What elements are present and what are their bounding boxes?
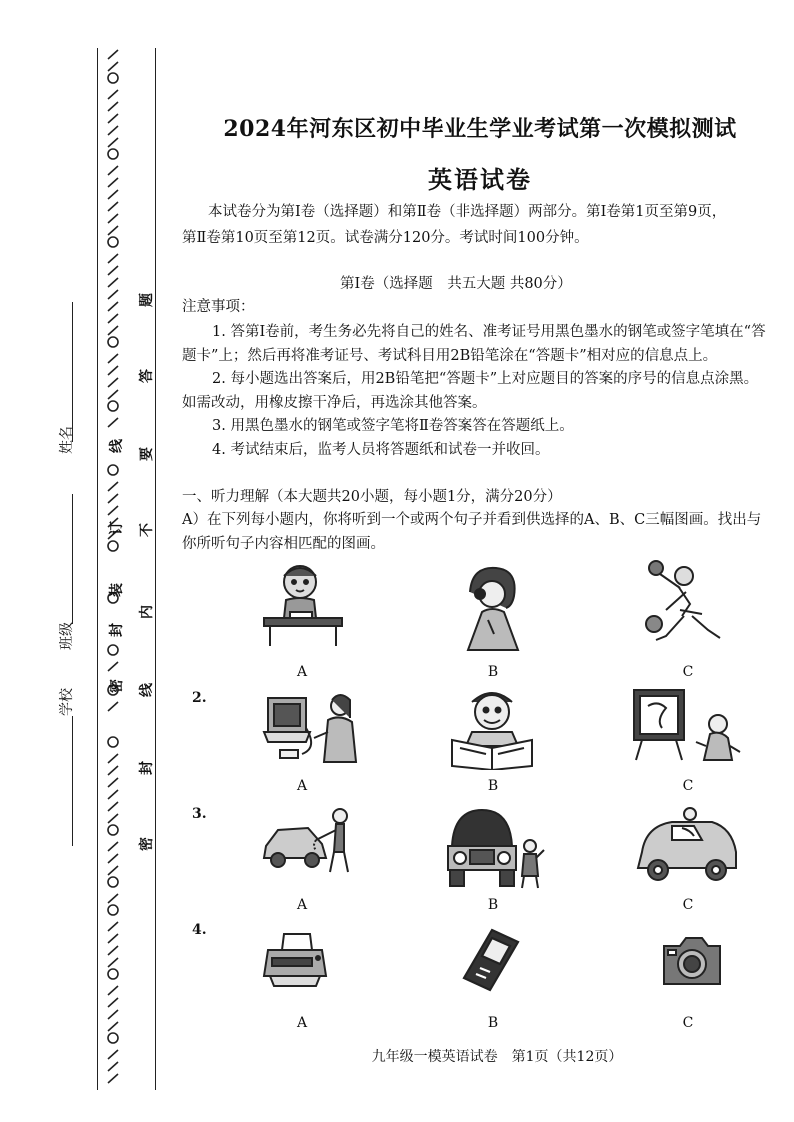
inner-word-1: 密 [139, 837, 155, 851]
binding-circle [108, 1033, 118, 1043]
q4-number: 4. [192, 922, 207, 938]
inner-word-5: 不 [139, 523, 155, 537]
binding-slash [108, 1074, 118, 1083]
binding-circle [108, 825, 118, 835]
exam-title: 2024年河东区初中毕业生学业考试第一次模拟测试 [223, 116, 737, 142]
binding-circle [108, 337, 118, 347]
binding-slash [108, 202, 118, 211]
binding-slash [108, 778, 118, 787]
seal-word-zhuang: 装 [109, 583, 125, 597]
inner-word-2: 封 [139, 761, 155, 775]
binding-slash [108, 114, 118, 123]
binding-circle [108, 401, 118, 411]
binding-slash [108, 226, 118, 235]
binding-slash [108, 190, 118, 199]
binding-slash [108, 922, 118, 931]
baby-watching-tv-icon[interactable] [632, 686, 744, 772]
note-1a: 1. 答第Ⅰ卷前，考生务必先将自己的姓名、准考证号用黑色墨水的钢笔或签字笔填在“答 [212, 324, 766, 340]
binding-slash [108, 802, 118, 811]
binding-slash [108, 1022, 118, 1031]
binding-slash [108, 662, 118, 671]
binding-circle [108, 465, 118, 475]
exam-subtitle: 英语试卷 [428, 165, 532, 194]
binding-slash [108, 290, 118, 299]
name-blank-line[interactable] [72, 302, 73, 442]
woman-with-computer-icon[interactable] [262, 688, 362, 768]
seal-word-xian: 线 [109, 439, 125, 453]
intro-line-2: 第Ⅱ卷第10页至第12页。试卷满分120分。考试时间100分钟。 [182, 230, 589, 246]
binding-slash [108, 378, 118, 387]
binding-slash [108, 62, 118, 71]
binding-slash [108, 326, 118, 335]
school-blank-line[interactable] [72, 716, 73, 846]
binding-circle [108, 73, 118, 83]
binding-slash [108, 214, 118, 223]
boy-reading-book-icon[interactable] [446, 684, 538, 770]
man-washing-car-icon[interactable] [260, 806, 360, 876]
binding-slash [108, 266, 118, 275]
inner-word-3: 线 [139, 683, 155, 697]
binding-slash [108, 418, 118, 427]
boy-playing-ball-icon[interactable] [636, 558, 726, 648]
section1-heading: 一、听力理解（本大题共20小题，每小题1分，满分20分） [182, 489, 562, 505]
note-1b: 题卡”上；然后再将准考证号、考试科目用2B铅笔涂在“答题卡”相对应的信息点上。 [182, 348, 718, 364]
q2-option-b: B [487, 778, 499, 794]
note-3: 3. 用黑色墨水的钢笔或签字笔将Ⅱ卷答案答在答题纸上。 [212, 418, 574, 434]
binding-slash [108, 138, 118, 147]
q2-number: 2. [192, 690, 207, 706]
mechanic-fixing-car-icon[interactable] [442, 806, 546, 890]
binding-circle [108, 969, 118, 979]
binding-slash [108, 366, 118, 375]
class-blank-line[interactable] [72, 494, 73, 624]
binding-slash [108, 50, 118, 59]
q4-option-a: A [296, 1015, 308, 1031]
q2-option-c: C [682, 778, 694, 794]
notes-title: 注意事项： [182, 299, 255, 315]
binding-slash [108, 254, 118, 263]
binding-slash [108, 302, 118, 311]
binding-slash [108, 278, 118, 287]
binding-slash [108, 126, 118, 135]
binding-slash [108, 986, 118, 995]
camera-icon[interactable] [660, 934, 724, 988]
binding-slash [108, 314, 118, 323]
binding-slash [108, 494, 118, 503]
q3-option-c: C [682, 897, 694, 913]
q1-option-b: B [487, 664, 499, 680]
q3-option-b: B [487, 897, 499, 913]
binding-slash [108, 1010, 118, 1019]
inner-word-7: 答 [139, 369, 155, 383]
binding-circle [108, 877, 118, 887]
section1-instr-2: 你所听句子内容相匹配的图画。 [182, 536, 385, 552]
q1-option-c: C [682, 664, 694, 680]
q4-option-b: B [487, 1015, 499, 1031]
class-label: 班级 [59, 622, 75, 650]
q1-option-a: A [296, 664, 308, 680]
intro-line-1: 本试卷分为第Ⅰ卷（选择题）和第Ⅱ卷（非选择题）两部分。第Ⅰ卷第1页至第9页， [208, 204, 727, 220]
binding-line-left [97, 48, 98, 1090]
binding-slash [108, 854, 118, 863]
binding-slash [108, 354, 118, 363]
q2-option-a: A [296, 778, 308, 794]
inner-word-8: 题 [139, 293, 155, 307]
binding-slash [108, 482, 118, 491]
binding-slash [108, 390, 118, 399]
printer-icon[interactable] [262, 930, 328, 990]
binding-slash [108, 946, 118, 955]
binding-slash [108, 958, 118, 967]
girl-listening-icon[interactable] [452, 562, 532, 652]
binding-slash [108, 866, 118, 875]
binding-slash [108, 102, 118, 111]
binding-circle [108, 737, 118, 747]
binding-slash [108, 166, 118, 175]
binding-slash [108, 842, 118, 851]
binding-slash [108, 754, 118, 763]
school-label: 学校 [59, 688, 75, 716]
binding-slash [108, 814, 118, 823]
binding-circle [108, 541, 118, 551]
binding-slash [108, 506, 118, 515]
binding-slash [108, 90, 118, 99]
binding-slash [108, 702, 118, 711]
note-2a: 2. 每小题选出答案后，用2B铅笔把“答题卡”上对应题目的答案的序号的信息点涂黑。 [212, 371, 759, 387]
binding-slash [108, 894, 118, 903]
binding-slash [108, 178, 118, 187]
q4-option-c: C [682, 1015, 694, 1031]
binding-circle [108, 149, 118, 159]
binding-circle [108, 905, 118, 915]
binding-slash [108, 934, 118, 943]
q3-number: 3. [192, 806, 207, 822]
note-4: 4. 考试结束后，监考人员将答题纸和试卷一并收回。 [212, 442, 550, 458]
binding-slash [108, 790, 118, 799]
q3-option-a: A [296, 897, 308, 913]
binding-slash [108, 998, 118, 1007]
mobile-phone-icon[interactable] [462, 928, 520, 992]
part1-heading: 第Ⅰ卷（选择题 共五大题 共80分） [340, 276, 572, 292]
section1-instr-1: A）在下列每小题内，你将听到一个或两个句子并看到供选择的A、B、C三幅图画。找出与 [182, 512, 762, 528]
girl-at-desk-icon[interactable] [256, 560, 348, 648]
page-footer: 九年级一模英语试卷 第1页（共12页） [371, 1049, 623, 1065]
note-2b: 如需改动，用橡皮擦干净后，再选涂其他答案。 [182, 395, 487, 411]
binding-circle [108, 237, 118, 247]
name-label: 姓名 [59, 426, 75, 454]
man-driving-car-icon[interactable] [632, 806, 740, 886]
seal-word-ding: 订 [109, 521, 125, 535]
binding-line-right [155, 48, 156, 1090]
seal-word-mi: 密 [109, 679, 125, 693]
inner-word-4: 内 [139, 605, 155, 619]
seal-word-feng: 封 [109, 623, 125, 637]
binding-circle [108, 645, 118, 655]
binding-dash-column [102, 46, 124, 1096]
binding-slash [108, 766, 118, 775]
inner-word-6: 要 [139, 447, 155, 461]
